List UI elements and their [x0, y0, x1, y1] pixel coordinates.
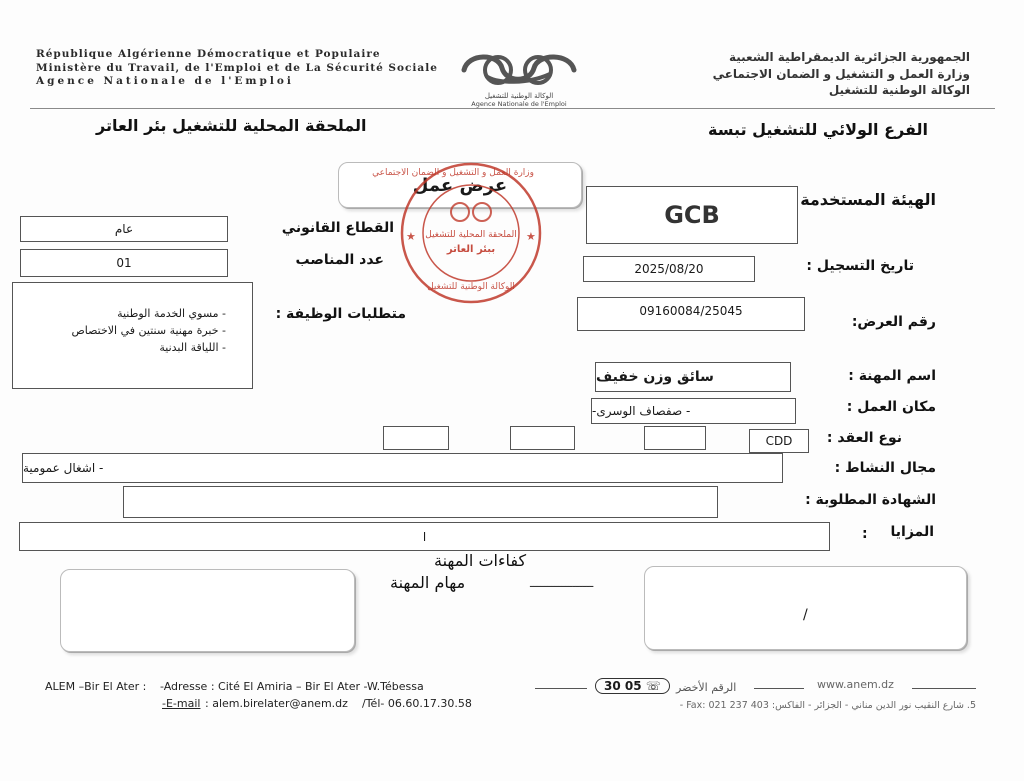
stamp-inner-line1: الملحقة المحلية للتشغيل [425, 230, 517, 240]
tasks-box-value: / [803, 607, 808, 623]
competencies-label: كفاءات المهنة [434, 551, 527, 570]
footer-email-value[interactable]: : alem.birelater@anem.dz [205, 697, 348, 710]
footer-rule [912, 688, 976, 689]
diploma-value [123, 486, 718, 518]
positions-value: 01 [20, 249, 228, 277]
activity-value: - اشغال عمومية [22, 453, 783, 483]
logo-caption-fr: Agence Nationale de l'Emploi [471, 100, 567, 108]
logo-caption-ar: الوكالة الوطنية للتشغيل [484, 92, 554, 100]
stamp-outer-text: وزارة العمل و التشغيل و الضمان الاجتماعي [372, 168, 534, 178]
contract-option-box [510, 426, 575, 450]
tasks-box [644, 566, 967, 650]
contract-type-value: CDD [749, 429, 809, 453]
header-ar-line2: وزارة العمل و التشغيل و الضمان الاجتماعي [712, 67, 970, 81]
header-fr-line2: Ministère du Travail, de l'Emploi et de La Sécurité Sociale [36, 62, 438, 74]
header-fr-line3: Agence Nationale de l'Emploi [36, 75, 294, 87]
green-number: 30 05 [604, 679, 642, 693]
workplace-value: - صفصاف الوسرى- [591, 398, 796, 424]
offer-number-value: 09160084/25045 [577, 297, 805, 331]
header-divider [30, 108, 995, 109]
tasks-label: مهام المهنة [390, 573, 466, 592]
requirements-box [12, 282, 253, 389]
legal-sector-value: عام [20, 216, 228, 242]
svg-text:★: ★ [526, 230, 536, 243]
svg-text:★: ★ [406, 230, 416, 243]
stamp-bottom-text: الوكالة الوطنية للتشغيل [427, 282, 515, 292]
header-ar-line1: الجمهورية الجزائرية الديمقراطية الشعبية [728, 50, 970, 64]
benefits-colon: : [862, 526, 868, 542]
footer-email-label: -E-mail [162, 697, 201, 710]
office-right: الفرع الولائي للتشغيل تبسة [708, 120, 928, 139]
footer-tel: /Tél- 06.60.17.30.58 [362, 697, 472, 710]
anem-logo [458, 48, 580, 106]
employer-label: الهيئة المستخدمة [800, 190, 936, 209]
legal-sector-label: القطاع القانوني [281, 220, 394, 236]
job-title-value: سائق وزن خفيف [595, 362, 791, 392]
green-number-badge [595, 678, 670, 694]
footer-rule [535, 688, 587, 689]
footer-address-ar: 5. شارع النقيب نور الدين مناني - الجزائر - الفاكس: Fax: 021 237 403 - [679, 700, 976, 711]
requirement-item: - مسوي الخدمة الوطنية [117, 307, 226, 320]
contract-type-label: نوع العقد : [826, 430, 902, 446]
header-fr-line1: République Algérienne Démocratique et Populaire [36, 48, 381, 60]
footer-rule [754, 688, 804, 689]
header-ar-line3: الوكالة الوطنية للتشغيل [828, 83, 970, 97]
footer-address: -Adresse : Cité El Amiria – Bir El Ater -W.Tébessa [160, 680, 424, 693]
phone-icon: ☏ [645, 679, 661, 693]
offer-number-label: رقم العرض: [851, 314, 936, 330]
website[interactable]: www.anem.dz [817, 678, 894, 691]
anem-logo-icon [458, 48, 580, 88]
contract-option-box [383, 426, 449, 450]
requirements-label: متطلبات الوظيفة : [275, 306, 406, 322]
activity-label: مجال النشاط : [834, 460, 936, 476]
benefits-label: المزايا [890, 524, 934, 540]
diploma-label: الشهادة المطلوبة : [805, 492, 936, 508]
registration-date-value: 2025/08/20 [583, 256, 755, 282]
requirement-item: - خبرة مهنية سنتين في الاختصاص [71, 324, 226, 337]
green-number-label: الرقم الأخضر [676, 681, 737, 694]
competencies-box [60, 569, 355, 652]
contract-option-box [644, 426, 706, 450]
tasks-dashes: ــــــــــــــــــ [530, 576, 594, 590]
footer-office: ALEM –Bir El Ater : [45, 680, 147, 693]
positions-label: عدد المناصب [295, 252, 384, 268]
job-title-label: اسم المهنة : [848, 368, 936, 384]
employer-value: GCB [586, 186, 798, 244]
official-stamp [372, 160, 544, 306]
document-title: عرض عمل [412, 174, 508, 196]
registration-date-label: تاريخ التسجيل : [806, 258, 914, 274]
requirement-item: - اللياقة البدنية [159, 341, 226, 354]
stamp-inner-line2: ببئر العاتر [446, 244, 496, 255]
benefits-value: ا [19, 522, 830, 551]
office-left: الملحقة المحلية للتشغيل بئر العاتر [96, 116, 367, 135]
workplace-label: مكان العمل : [846, 399, 936, 415]
